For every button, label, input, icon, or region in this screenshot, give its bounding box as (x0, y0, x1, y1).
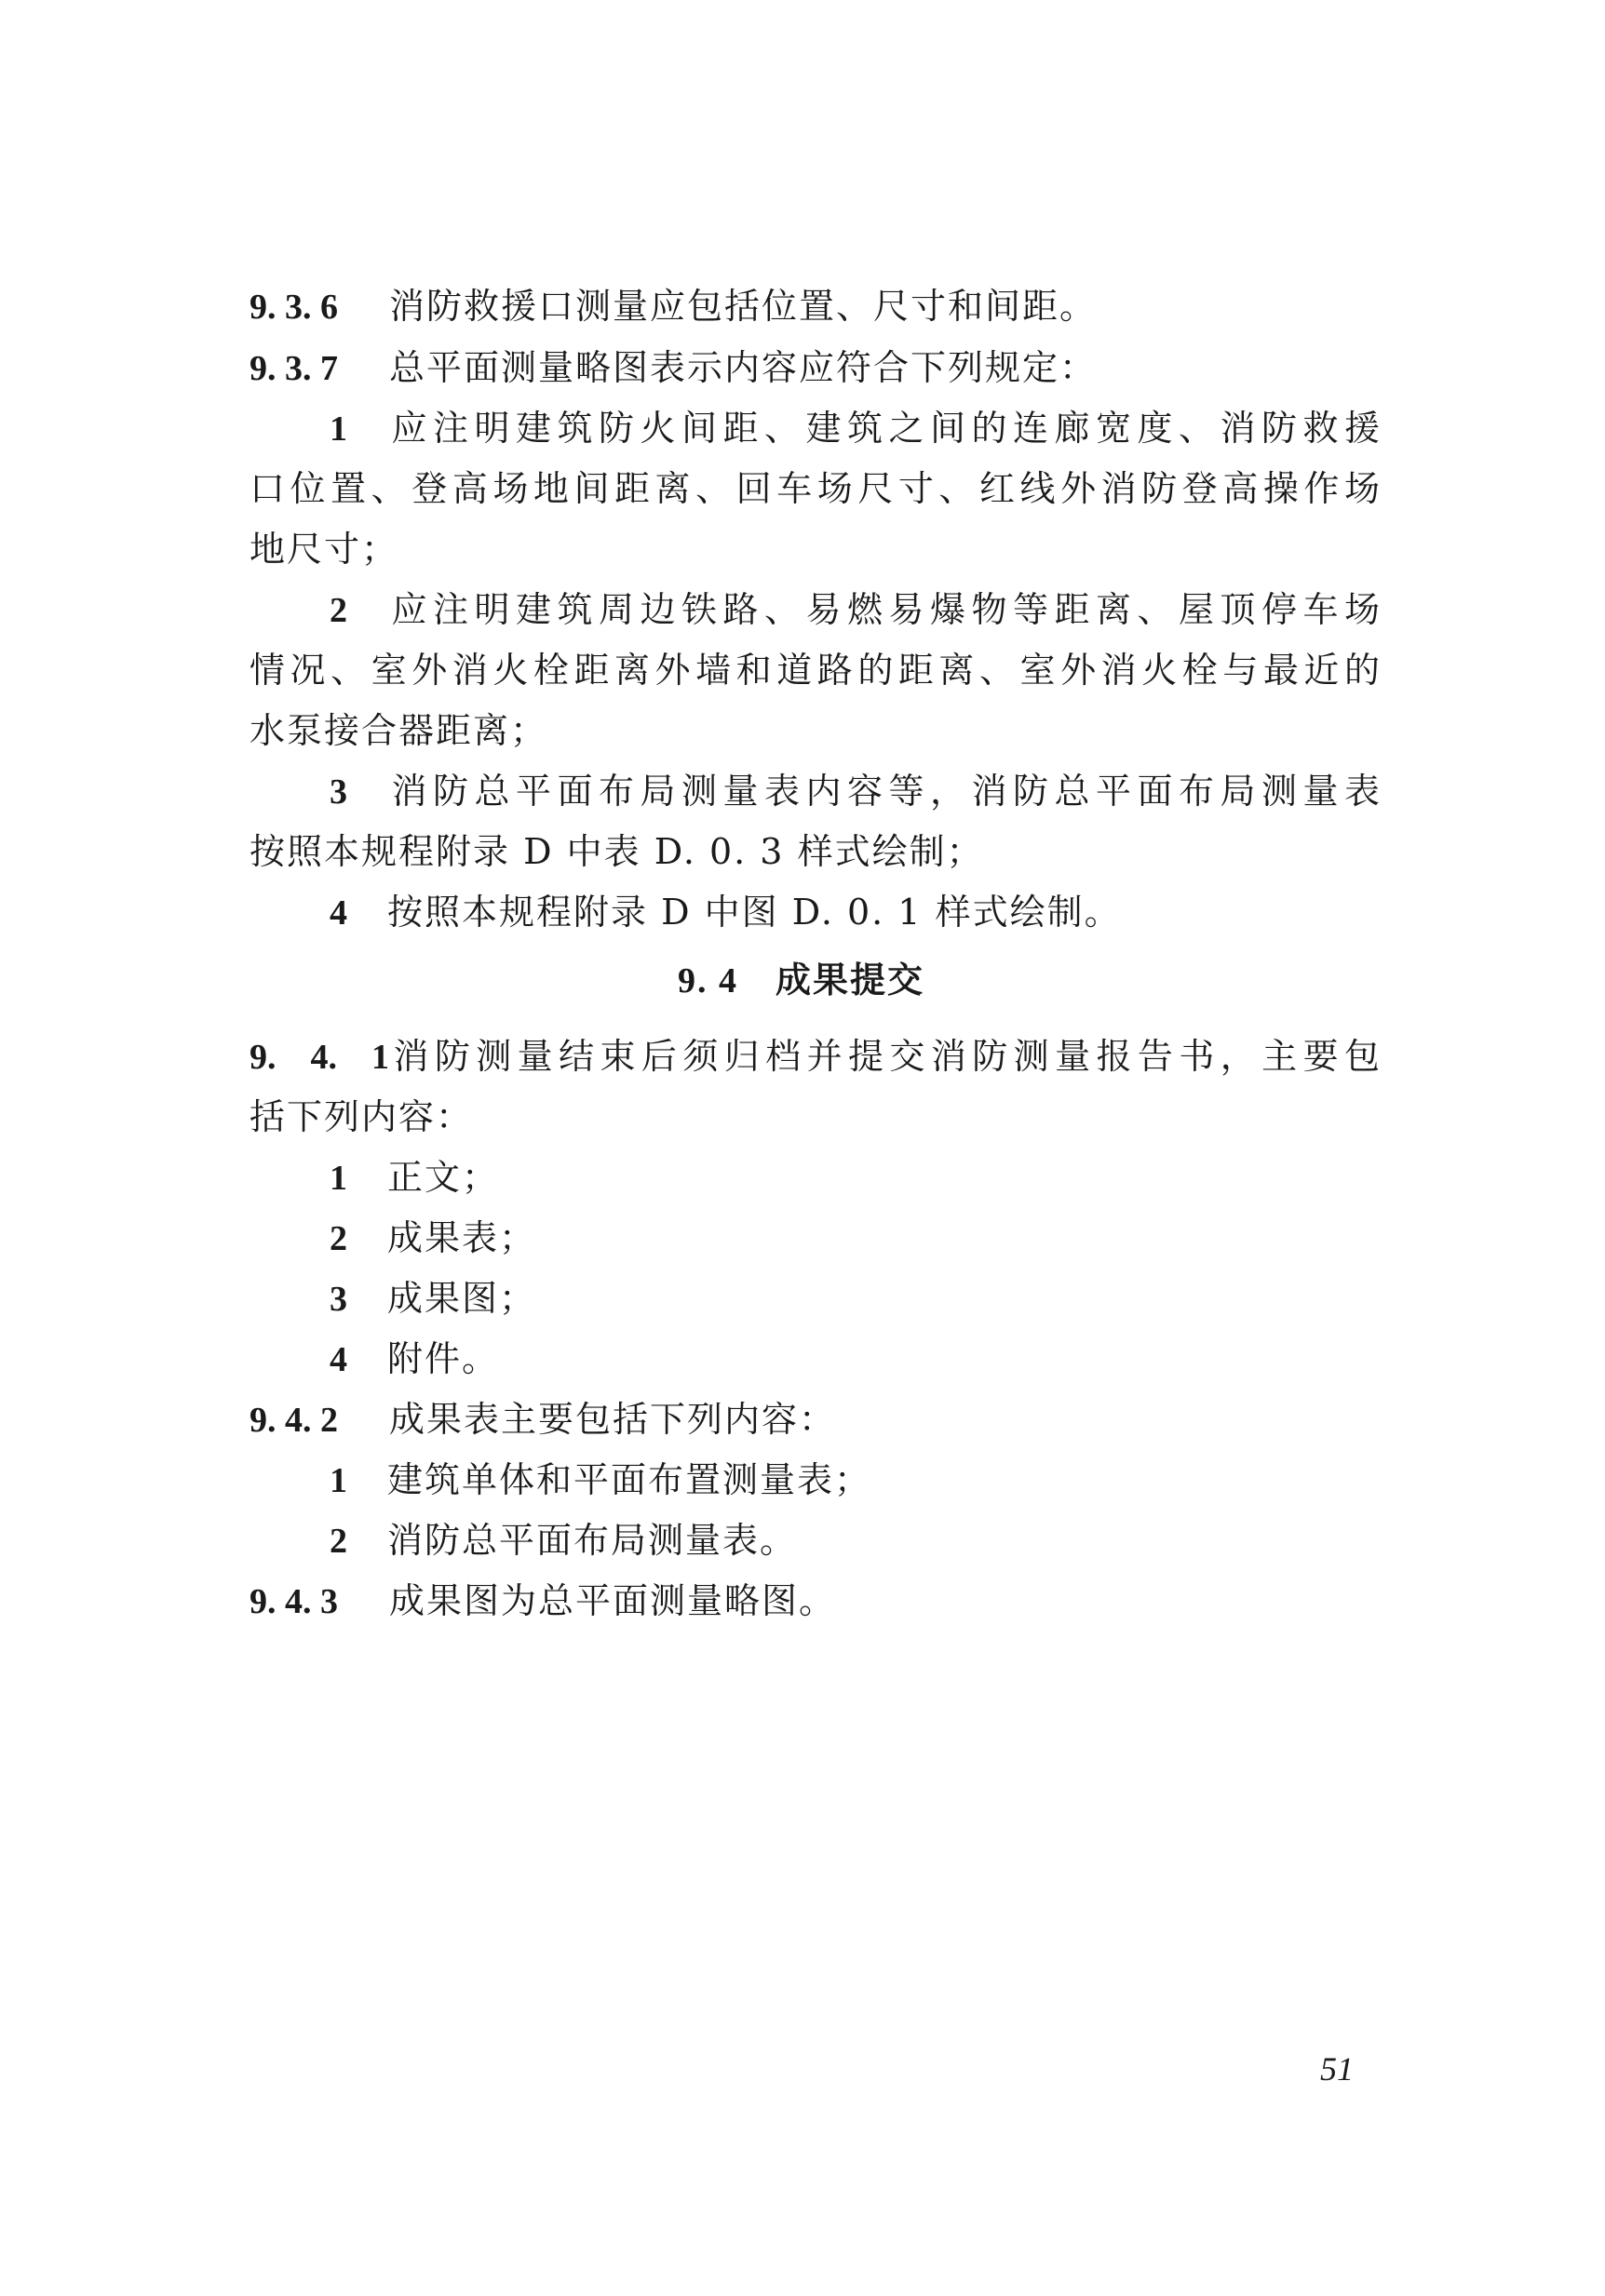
item-number: 2 (330, 591, 347, 630)
item-number: 1 (330, 1159, 347, 1198)
item-number: 1 (330, 1461, 347, 1500)
list-item (330, 890, 1122, 935)
clause-9-4-1 (250, 1034, 1382, 1080)
clause-text: 括下列内容： (250, 1096, 474, 1137)
item-number: 1 (330, 410, 347, 449)
item-number: 2 (330, 1219, 347, 1258)
clause-text: 总平面测量略图表示内容应符合下列规定： (389, 347, 1098, 388)
clause-number: 9. 4. 2 (250, 1401, 338, 1440)
clause-number: 9. 3. 6 (250, 288, 338, 327)
item-text-line: 按照本规程附录 D 中表 D. 0. 3 样式绘制； (250, 831, 984, 872)
item-number: 2 (330, 1522, 347, 1561)
item-text: 建筑单体和平面布置测量表； (387, 1459, 872, 1500)
clause-number: 9. 4. 3 (250, 1582, 338, 1621)
item-text-line: 情况、室外消火栓距离外墙和道路的距离、室外消火栓与最近的 (250, 650, 1382, 691)
item-text: 正文； (387, 1157, 500, 1198)
item-text: 成果图； (387, 1278, 537, 1319)
item-text-line: 应注明建筑周边铁路、易燃易爆物等距离、屋顶停车场 (387, 589, 1382, 630)
item-number: 3 (330, 772, 347, 812)
list-item (330, 1276, 536, 1322)
list-item (330, 1518, 797, 1564)
section-title: 成果提交 (776, 960, 925, 1000)
item-text-line: 按照本规程附录 D 中图 D. 0. 1 样式绘制。 (387, 892, 1122, 933)
item-number: 4 (330, 893, 347, 933)
clause-9-4-3 (250, 1578, 836, 1624)
item-text-line: 消防总平面布局测量表内容等，消防总平面布局测量表 (387, 771, 1382, 812)
clause-9-3-6 (250, 284, 1097, 329)
clause-number: 9. 4. 1 (250, 1038, 389, 1077)
item-number: 4 (330, 1340, 347, 1379)
clause-text: 成果图为总平面测量略图。 (389, 1580, 837, 1621)
list-item (330, 769, 1382, 814)
clause-text: 消防救援口测量应包括位置、尺寸和间距。 (389, 286, 1098, 327)
clause-9-3-7 (250, 345, 1097, 391)
list-item (330, 406, 1382, 451)
page-number: 51 (1320, 2050, 1354, 2088)
item-text: 成果表； (387, 1217, 537, 1258)
clause-number: 9. 3. 7 (250, 349, 338, 388)
item-text-line: 口位置、登高场地间距离、回车场尺寸、红线外消防登高操作场 (250, 468, 1382, 509)
item-number: 3 (330, 1280, 347, 1319)
clause-text: 成果表主要包括下列内容： (389, 1399, 837, 1440)
list-item (330, 1155, 499, 1201)
item-text: 附件。 (387, 1338, 500, 1379)
item-text-line: 地尺寸； (250, 529, 399, 570)
list-item (330, 1457, 871, 1503)
list-item (330, 1215, 536, 1261)
list-item (330, 587, 1382, 633)
clause-9-4-2 (250, 1397, 836, 1443)
section-number: 9. 4 (678, 961, 738, 1000)
list-item (330, 1336, 499, 1382)
section-heading (678, 958, 924, 1003)
item-text-line: 应注明建筑防火间距、建筑之间的连廊宽度、消防救援 (387, 408, 1382, 449)
item-text: 消防总平面布局测量表。 (387, 1520, 798, 1561)
clause-text: 消防测量结束后须归档并提交消防测量报告书，主要包 (389, 1036, 1382, 1077)
item-text-line: 水泵接合器距离； (250, 710, 548, 751)
